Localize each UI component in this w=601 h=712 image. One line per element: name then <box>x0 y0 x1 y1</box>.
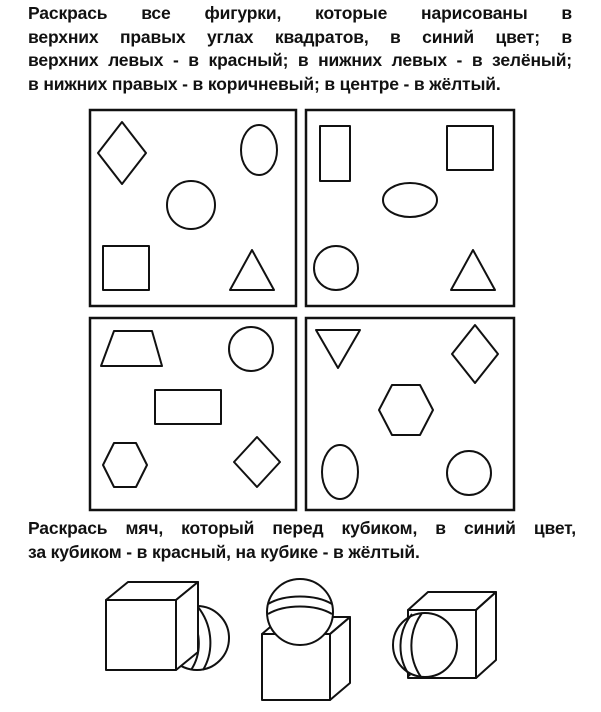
ball <box>267 579 333 645</box>
circle-shape <box>167 181 215 229</box>
task-1-line-1: Раскрась все фигурки, которые нарисованы в <box>28 3 572 23</box>
square-frame <box>306 110 514 306</box>
scene-ball-in-front-of-cube <box>393 592 496 678</box>
square-shape <box>447 126 493 170</box>
rectangle-shape <box>320 126 350 181</box>
ball <box>393 613 457 677</box>
cube-front <box>106 600 176 670</box>
ball-stripe <box>198 607 210 670</box>
scene-ball-behind-cube <box>106 582 229 670</box>
cube-side <box>476 592 496 678</box>
scene-ball-on-cube <box>262 579 350 700</box>
triangle-shape <box>230 250 274 290</box>
task-1-line-2: верхних правых углах квадратов, в синий цвет; в <box>28 26 572 47</box>
square-frame <box>90 110 296 306</box>
ellipse-shape <box>383 183 437 217</box>
ellipse-shape <box>322 445 358 499</box>
task-1-line-4: в нижних правых - в коричневый; в центре - в жёлтый. <box>28 73 501 94</box>
task-2-instructions <box>28 517 576 564</box>
ball-cube-scenes <box>106 579 496 700</box>
circle-shape <box>447 451 491 495</box>
cube-top <box>408 592 496 610</box>
circle-shape <box>229 327 273 371</box>
square-bottom-left <box>90 318 296 510</box>
rectangle-shape <box>155 390 221 424</box>
hexagon-shape <box>103 443 147 487</box>
rhombus-shape <box>452 325 498 383</box>
triangle-shape <box>451 250 495 290</box>
hexagon-shape <box>379 385 433 435</box>
trapezoid-shape <box>101 331 162 366</box>
square-top-left <box>90 110 296 306</box>
task-2-line-1: Раскрась мяч, который перед кубиком, в синий цвет, <box>28 518 576 538</box>
task-2-line-2: за кубиком - в красный, на кубике - в жёлтый. <box>28 541 420 562</box>
square-frame <box>306 318 514 510</box>
inverted-triangle-shape <box>316 330 360 368</box>
rhombus-shape <box>98 122 146 184</box>
shapes-grid <box>90 110 514 510</box>
square-frame <box>90 318 296 510</box>
ellipse-shape <box>241 125 277 175</box>
cube-side <box>330 617 350 700</box>
rhombus-shape <box>234 437 280 487</box>
square-top-right <box>306 110 514 306</box>
square-shape <box>103 246 149 290</box>
task-1-line-3: верхних левых - в красный; в нижних левых - в зелёный; <box>28 50 572 70</box>
square-bottom-right <box>306 318 514 510</box>
circle-shape <box>314 246 358 290</box>
